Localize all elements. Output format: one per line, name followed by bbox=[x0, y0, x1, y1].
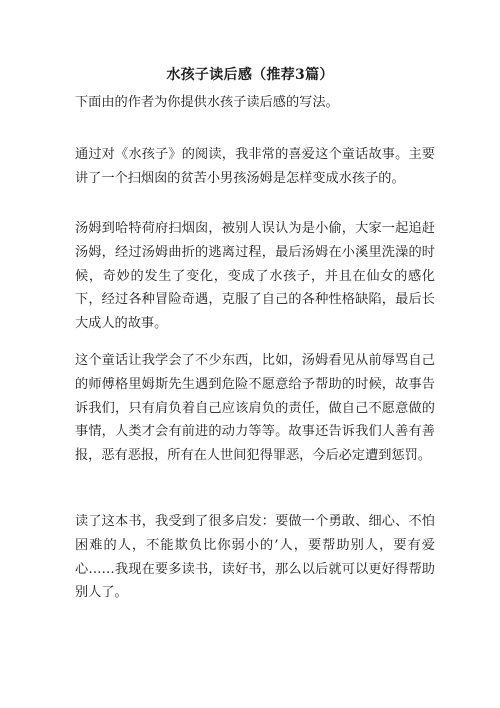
intro-line: 下面由的作者为你提供水孩子读后感的写法。 bbox=[75, 95, 339, 110]
paragraph-3: 这个童话让我学会了不少东西，比如，汤姆看见从前辱骂自己的师傅格里姆斯先生遇到危险不愿意给予帮助的时候，故事告诉我们，只有肩负着自己应该肩负的责任，做自己不愿意做的事情，人类才会有前进的动力等等。故事还告诉我们人善有善报，恶有恶报，所有在人世间犯得罪恶，今后必定遭到惩罚。 bbox=[75, 353, 435, 464]
paragraph-1: 通过对《水孩子》的阅读，我非常的喜爱这个童话故事。主要讲了一个扫烟囱的贫苦小男孩汤姆是怎样变成水孩子的。 bbox=[75, 147, 435, 186]
paragraph-2: 汤姆到哈特荷府扫烟囱，被别人误认为是小偷，大家一起追赶汤姆，经过汤姆曲折的逃离过程，最后汤姆在小溪里洗澡的时候，奇妙的发生了变化，变成了水孩子，并且在仙女的感化下，经过各种冒险奇遇，克服了自己的各种性格缺陷，最后长大成人的故事。 bbox=[75, 221, 435, 332]
paragraph-4: 读了这本书，我受到了很多启发：要做一个勇敢、细心、不怕困难的人，不能欺负比你弱小的’人，要帮助别人，要有爱心……我现在要多读书，读好书，那么以后就可以更好得帮助别人了。 bbox=[75, 514, 435, 601]
document-title: 水孩子读后感（推荐3篇） bbox=[166, 67, 334, 83]
